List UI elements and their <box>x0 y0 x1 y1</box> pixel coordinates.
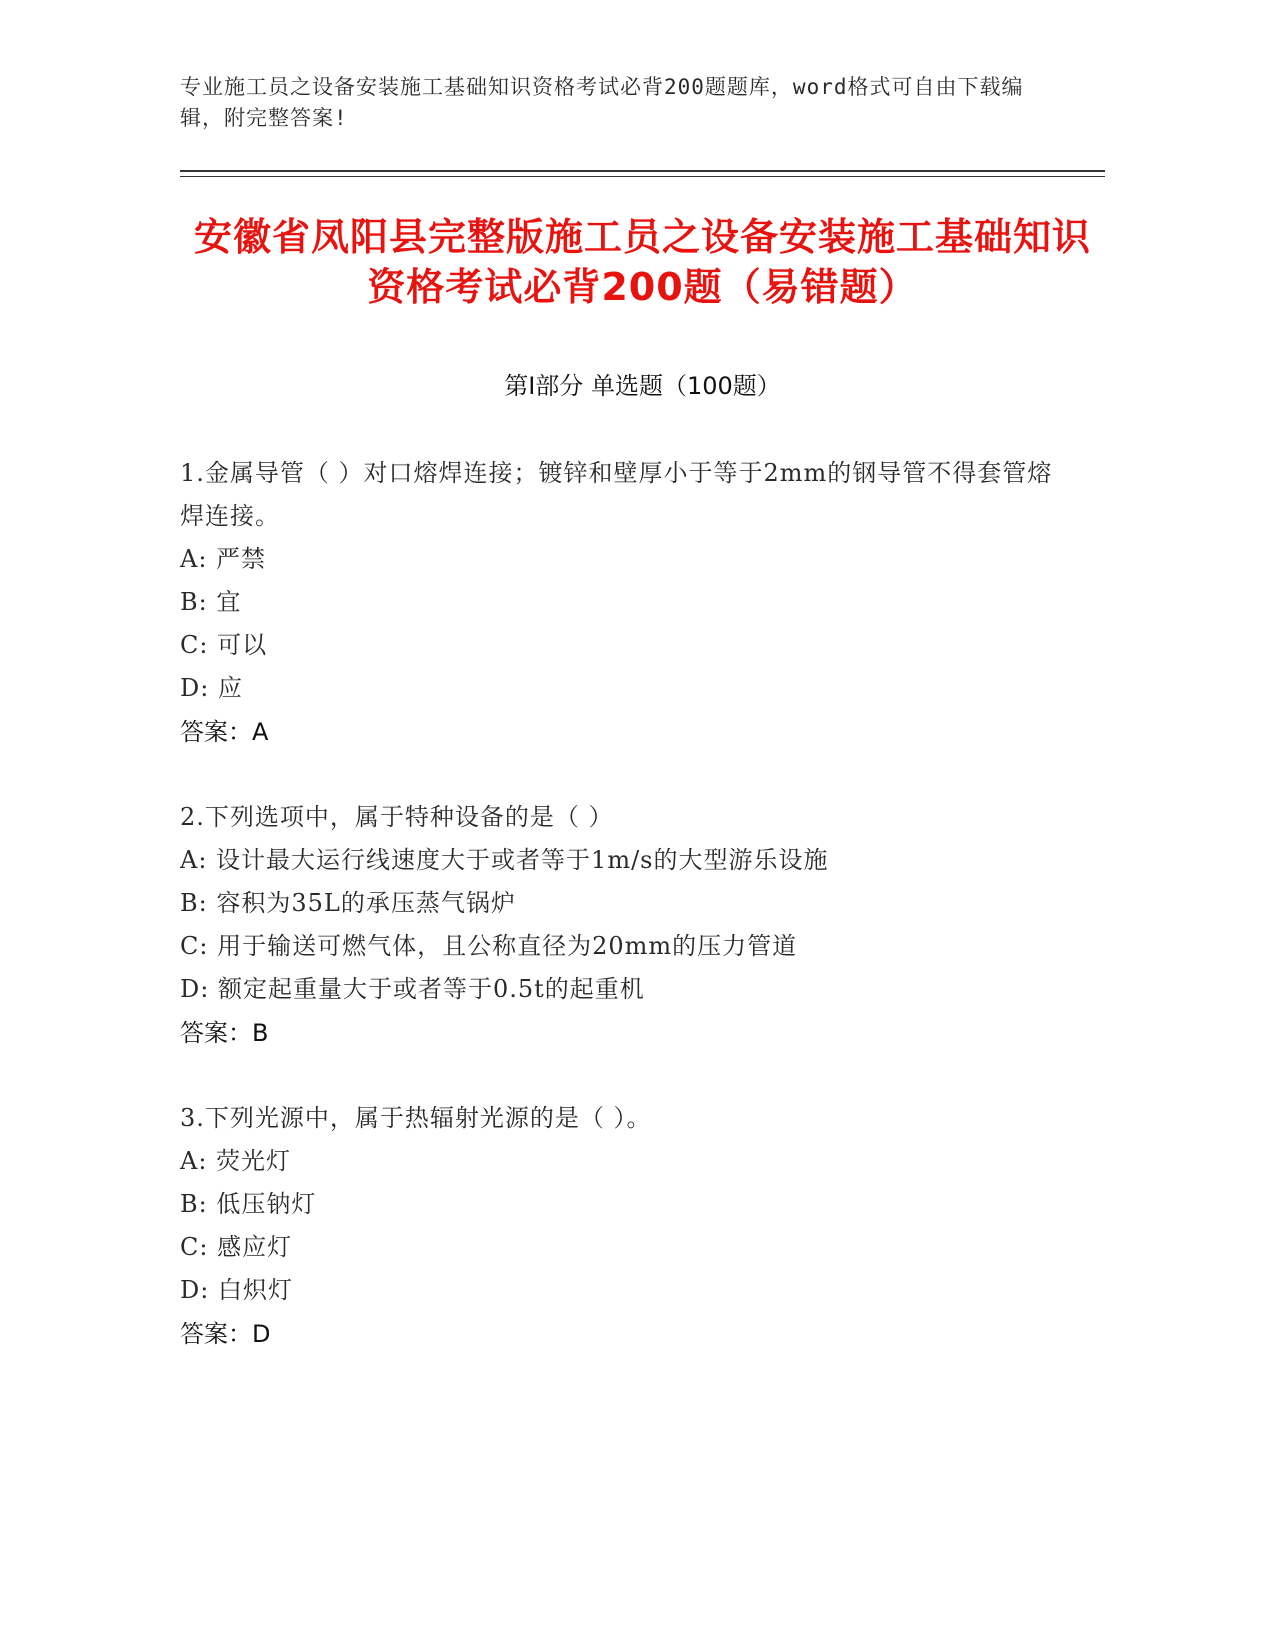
option-d: D: 额定起重量大于或者等于0.5t的起重机 <box>180 975 645 1003</box>
question-stem: 2.下列选项中，属于特种设备的是（ ） <box>180 803 614 831</box>
option-c: C: 用于输送可燃气体，且公称直径为20mm的压力管道 <box>180 932 798 960</box>
section-title: 第Ⅰ部分 单选题（100题） <box>504 372 781 400</box>
answer-line: 答案：B <box>180 1019 269 1047</box>
option-b: B: 低压钠灯 <box>180 1190 317 1218</box>
question-stem: 3.下列光源中，属于热辐射光源的是（ ）。 <box>180 1104 652 1132</box>
option-d: D: 白炽灯 <box>180 1276 293 1304</box>
option-a: A: 严禁 <box>180 545 267 573</box>
question-stem: 1.金属导管（ ）对口熔焊连接；镀锌和壁厚小于等于2mm的钢导管不得套管熔焊连接。 <box>180 459 1053 530</box>
question-3 <box>180 1097 1060 1356</box>
question-2 <box>180 796 1060 1055</box>
answer-line: 答案：D <box>180 1320 271 1348</box>
option-a: A: 设计最大运行线速度大于或者等于1m/s的大型游乐设施 <box>180 846 829 874</box>
header-note: 专业施工员之设备安装施工基础知识资格考试必背200题题库，word格式可自由下载编辑，附完整答案! <box>180 75 1024 130</box>
question-list <box>180 452 1060 1398</box>
option-b: B: 容积为35L的承压蒸气锅炉 <box>180 889 516 917</box>
header-divider-thick <box>180 170 1105 172</box>
option-a: A: 荧光灯 <box>180 1147 292 1175</box>
option-b: B: 宜 <box>180 588 242 616</box>
question-1 <box>180 452 1060 754</box>
document-title: 安徽省凤阳县完整版施工员之设备安装施工基础知识资格考试必背200题（易错题） <box>193 215 1091 309</box>
option-d: D: 应 <box>180 674 243 702</box>
answer-line: 答案：A <box>180 718 269 746</box>
option-c: C: 可以 <box>180 631 268 659</box>
option-c: C: 感应灯 <box>180 1233 293 1261</box>
header-divider-thin <box>180 176 1105 177</box>
